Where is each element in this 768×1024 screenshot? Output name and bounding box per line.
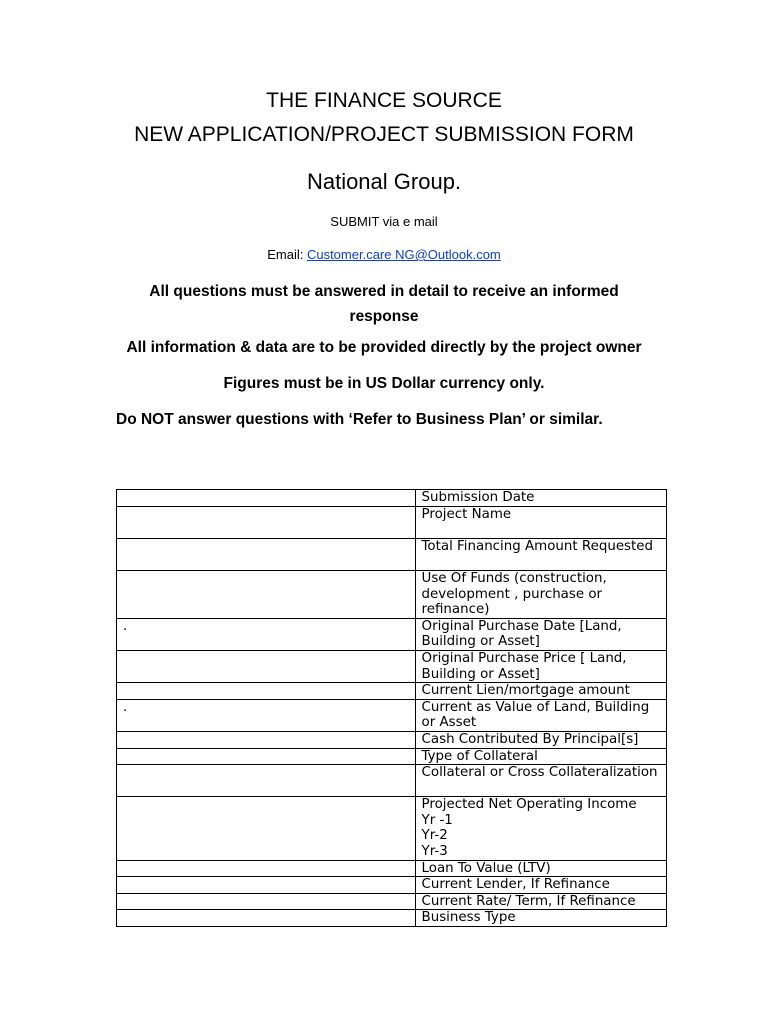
table-row bbox=[117, 860, 667, 877]
table-row bbox=[117, 539, 667, 571]
table-row bbox=[117, 748, 667, 765]
answer-cell-use-of-funds[interactable] bbox=[117, 571, 416, 619]
answer-cell-cash-contributed[interactable] bbox=[117, 731, 416, 748]
table-row bbox=[117, 618, 667, 650]
instruction-owner-data: All information & data are to be provided directly by the project owner bbox=[126, 339, 642, 356]
answer-cell-purchase-price[interactable] bbox=[117, 650, 416, 682]
answer-cell-business-type[interactable] bbox=[117, 910, 416, 927]
table-row bbox=[117, 731, 667, 748]
form-title-line-1: THE FINANCE SOURCE bbox=[266, 89, 502, 112]
table-row bbox=[117, 490, 667, 507]
table-row bbox=[117, 797, 667, 860]
form-title-line-2: NEW APPLICATION/PROJECT SUBMISSION FORM bbox=[134, 123, 634, 146]
submit-instruction: SUBMIT via e mail bbox=[330, 214, 438, 229]
table-row bbox=[117, 877, 667, 894]
submission-form-table bbox=[116, 489, 667, 927]
noi-label: Projected Net Operating Income bbox=[421, 797, 637, 813]
answer-cell-lien-amount[interactable] bbox=[117, 683, 416, 700]
table-row bbox=[117, 683, 667, 700]
noi-year-3: Yr-3 bbox=[421, 843, 448, 859]
group-name: National Group. bbox=[306, 169, 462, 194]
instruction-no-business-plan: Do NOT answer questions with ‘Refer to Business Plan’ or similar. bbox=[116, 411, 603, 428]
table-row bbox=[117, 699, 667, 731]
field-label-financing-amount: Total Financing Amount Requested bbox=[415, 539, 666, 571]
field-label-project-name: Project Name bbox=[415, 507, 666, 539]
answer-cell-cross-collateral[interactable] bbox=[117, 765, 416, 797]
table-row bbox=[117, 910, 667, 927]
field-label-current-value: Current as Value of Land, Building or Asset bbox=[415, 699, 666, 731]
field-label-noi bbox=[415, 797, 666, 860]
answer-cell-collateral-type[interactable] bbox=[117, 748, 416, 765]
answer-cell-project-name[interactable] bbox=[117, 507, 416, 539]
answer-cell-financing-amount[interactable] bbox=[117, 539, 416, 571]
field-label-purchase-price: Original Purchase Price [ Land, Building or Asset] bbox=[415, 650, 666, 682]
answer-cell-submission-date[interactable] bbox=[117, 490, 416, 507]
table-row bbox=[117, 765, 667, 797]
email-link[interactable]: Customer.care NG@Outlook.com bbox=[306, 247, 501, 262]
answer-cell-noi[interactable] bbox=[117, 797, 416, 860]
answer-cell-ltv[interactable] bbox=[117, 860, 416, 877]
answer-cell-rate-term[interactable] bbox=[117, 893, 416, 910]
field-label-ltv: Loan To Value (LTV) bbox=[415, 860, 666, 877]
instruction-currency: Figures must be in US Dollar currency only. bbox=[223, 375, 545, 392]
field-label-business-type: Business Type bbox=[415, 910, 666, 927]
field-label-cross-collateral: Collateral or Cross Collateralization bbox=[415, 765, 666, 797]
noi-year-1: Yr -1 bbox=[421, 812, 453, 828]
email-line bbox=[0, 247, 768, 262]
field-label-lien-amount: Current Lien/mortgage amount bbox=[415, 683, 666, 700]
answer-cell-current-value[interactable]: . bbox=[117, 699, 416, 731]
table-row bbox=[117, 507, 667, 539]
field-label-use-of-funds: Use Of Funds (construction, development , purchase or refinance) bbox=[415, 571, 666, 619]
table-row bbox=[117, 571, 667, 619]
noi-year-2: Yr-2 bbox=[421, 828, 448, 844]
field-label-purchase-date: Original Purchase Date [Land, Building or Asset] bbox=[415, 618, 666, 650]
field-label-collateral-type: Type of Collateral bbox=[415, 748, 666, 765]
field-label-submission-date: Submission Date bbox=[415, 490, 666, 507]
field-label-current-lender: Current Lender, If Refinance bbox=[415, 877, 666, 894]
answer-cell-current-lender[interactable] bbox=[117, 877, 416, 894]
field-label-cash-contributed: Cash Contributed By Principal[s] bbox=[415, 731, 666, 748]
answer-cell-purchase-date[interactable]: . bbox=[117, 618, 416, 650]
field-label-rate-term: Current Rate/ Term, If Refinance bbox=[415, 893, 666, 910]
table-row bbox=[117, 893, 667, 910]
email-label: Email: bbox=[267, 247, 307, 262]
instruction-answer-detail: All questions must be answered in detail to receive an informed response bbox=[149, 283, 619, 325]
table-row bbox=[117, 650, 667, 682]
